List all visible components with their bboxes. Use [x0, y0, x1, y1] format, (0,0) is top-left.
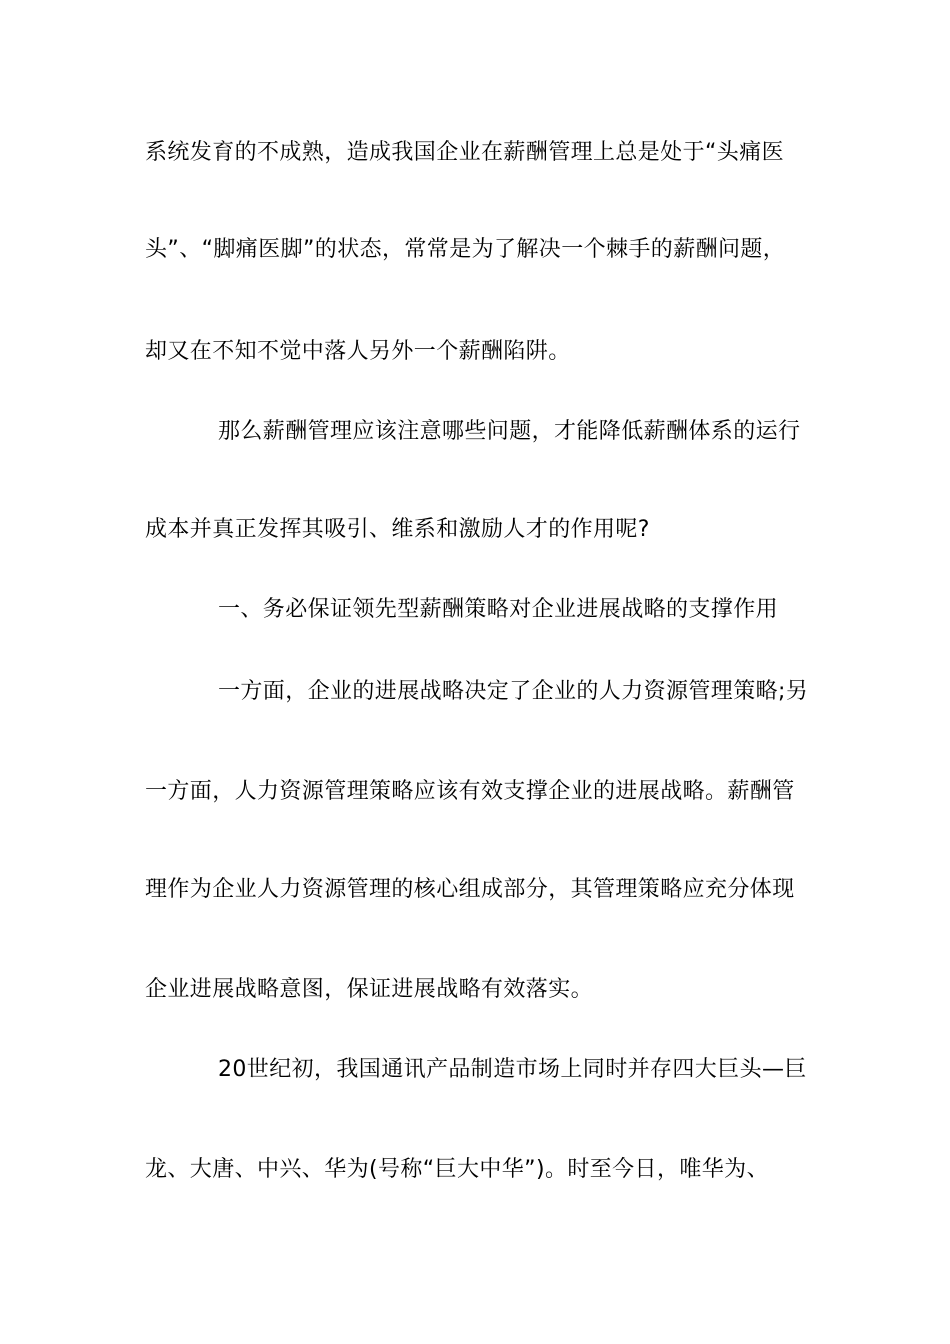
paragraph-line: 头”、“脚痛医脚”的状态，常常是为了解决一个棘手的薪酬问题， [145, 237, 786, 262]
paragraph-line: 20世纪初，我国通讯产品制造市场上同时并存四大巨头—巨 [218, 1057, 807, 1082]
paragraph-line: 成本并真正发挥其吸引、维系和激励人才的作用呢? [145, 517, 650, 542]
paragraph-line: 企业进展战略意图，保证进展战略有效落实。 [145, 977, 594, 1002]
paragraph-line: 一方面，企业的进展战略决定了企业的人力资源管理策略;另 [218, 679, 809, 704]
paragraph-line: 却又在不知不觉中落人另外一个薪酬陷阱。 [145, 339, 571, 364]
paragraph-line: 那么薪酬管理应该注意哪些问题，才能降低薪酬体系的运行 [218, 419, 801, 444]
paragraph-line: 龙、大唐、中兴、华为(号称“巨大中华”)。时至今日，唯华为、 [145, 1157, 769, 1182]
paragraph-line: 一方面，人力资源管理策略应该有效支撑企业的进展战略。薪酬管 [145, 779, 795, 804]
section-heading: 一、务必保证领先型薪酬策略对企业进展战略的支撑作用 [218, 597, 779, 622]
paragraph-line: 理作为企业人力资源管理的核心组成部分，其管理策略应充分体现 [145, 877, 795, 902]
paragraph-line: 系统发育的不成熟，造成我国企业在薪酬管理上总是处于“头痛医 [145, 140, 784, 165]
